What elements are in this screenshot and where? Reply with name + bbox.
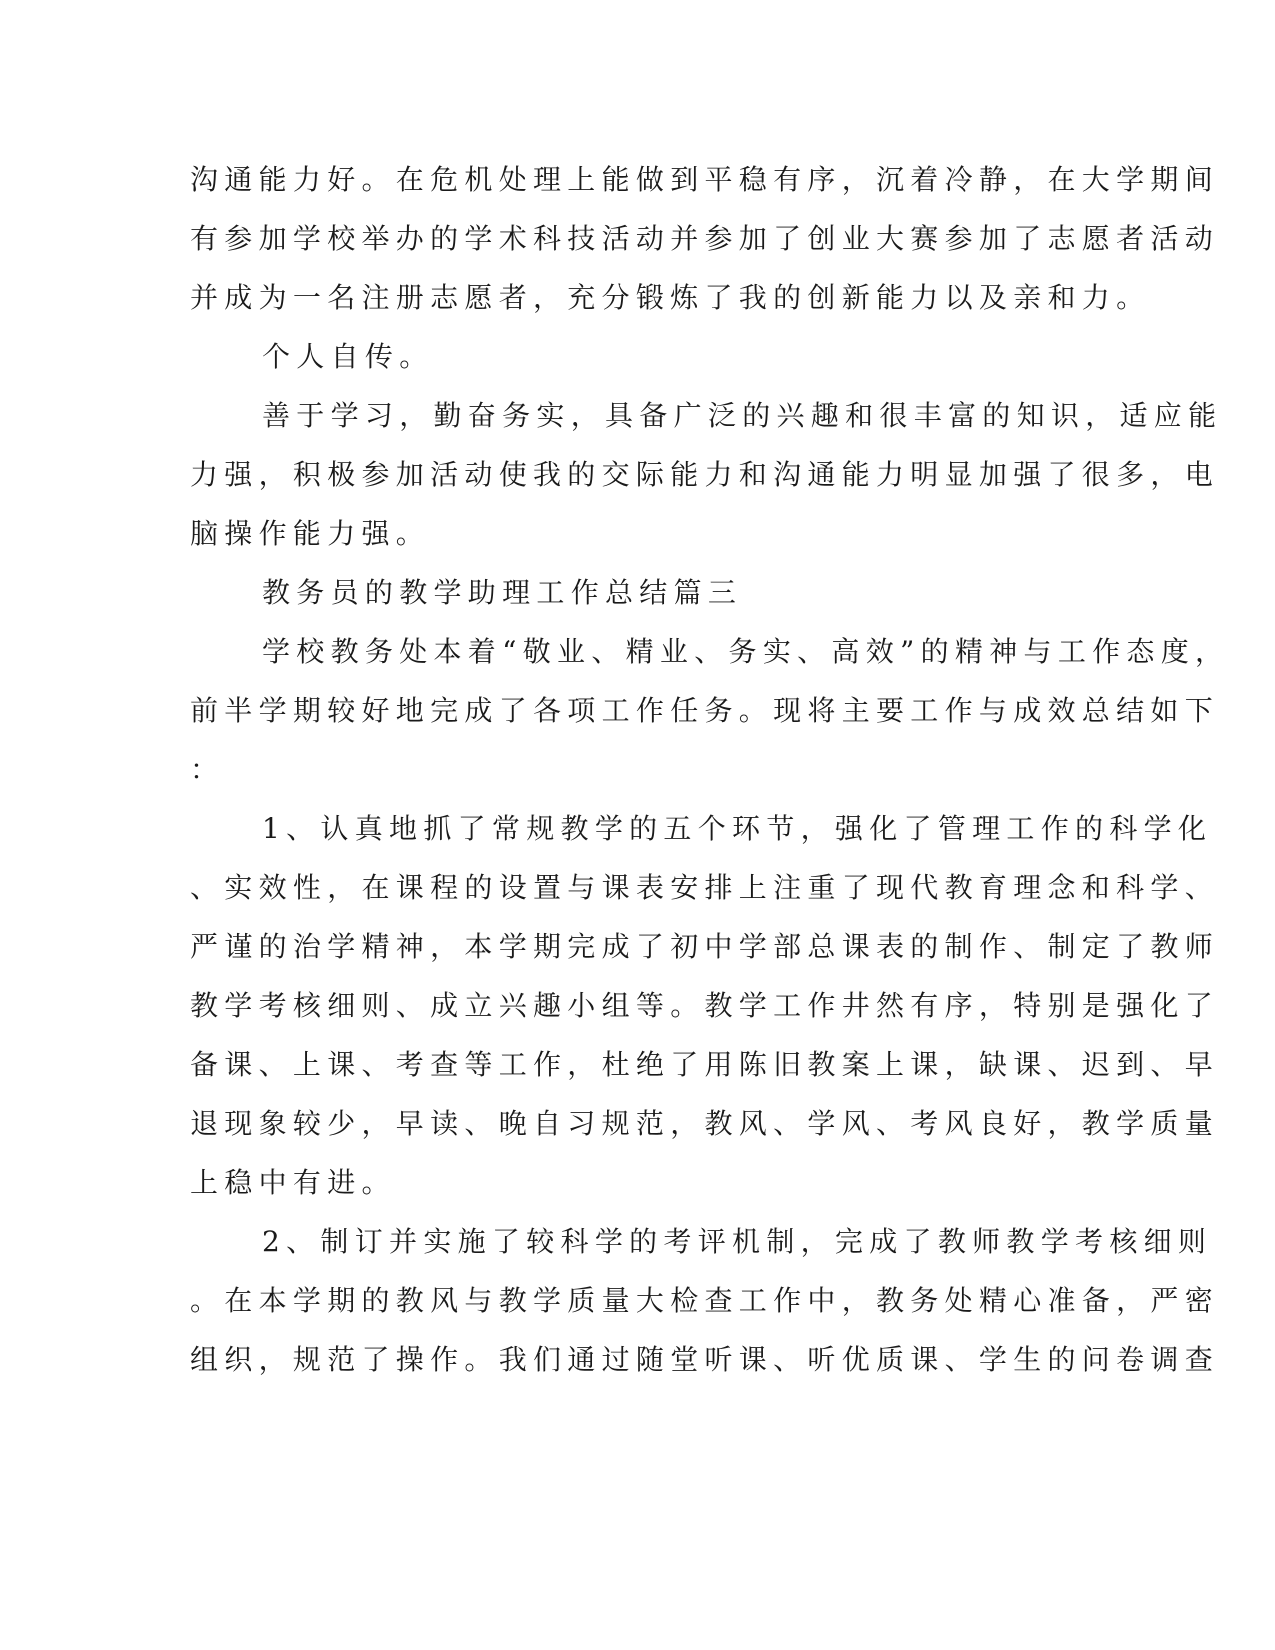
text-line: 。在本学期的教风与教学质量大检查工作中，教务处精心准备，严密 xyxy=(190,1284,1220,1317)
text-line: 力强，积极参加活动使我的交际能力和沟通能力明显加强了很多，电 xyxy=(190,458,1220,491)
text-line: 前半学期较好地完成了各项工作任务。现将主要工作与成效总结如下 xyxy=(190,694,1220,727)
text-line: 有参加学校举办的学术科技活动并参加了创业大赛参加了志愿者活动 xyxy=(190,222,1220,255)
text-line: 学校教务处本着“敬业、精业、务实、高效”的精神与工作态度， xyxy=(262,635,1230,668)
text-line: 组织，规范了操作。我们通过随堂听课、听优质课、学生的问卷调查 xyxy=(190,1343,1220,1376)
text-line: 2、制订并实施了较科学的考评机制，完成了教师教学考核细则 xyxy=(262,1225,1213,1258)
text-line: 教学考核细则、成立兴趣小组等。教学工作井然有序，特别是强化了 xyxy=(190,989,1220,1022)
text-line: 上稳中有进。 xyxy=(190,1166,396,1199)
text-line: 善于学习，勤奋务实，具备广泛的兴趣和很丰富的知识，适应能 xyxy=(262,399,1223,432)
text-line: ： xyxy=(190,753,225,786)
text-line: 、实效性，在课程的设置与课表安排上注重了现代教育理念和科学、 xyxy=(190,871,1220,904)
text-line: 沟通能力好。在危机处理上能做到平稳有序，沉着冷静，在大学期间 xyxy=(190,163,1220,196)
text-line: 并成为一名注册志愿者，充分锻炼了我的创新能力以及亲和力。 xyxy=(190,281,1151,314)
text-line: 严谨的治学精神，本学期完成了初中学部总课表的制作、制定了教师 xyxy=(190,930,1220,963)
text-line: 退现象较少，早读、晚自习规范，教风、学风、考风良好，教学质量 xyxy=(190,1107,1220,1140)
section-heading: 个人自传。 xyxy=(262,340,434,373)
text-line: 1、认真地抓了常规教学的五个环节，强化了管理工作的科学化 xyxy=(262,812,1213,845)
section-heading: 教务员的教学助理工作总结篇三 xyxy=(262,576,743,609)
text-line: 备课、上课、考查等工作，杜绝了用陈旧教案上课，缺课、迟到、早 xyxy=(190,1048,1220,1081)
text-line: 脑操作能力强。 xyxy=(190,517,431,550)
